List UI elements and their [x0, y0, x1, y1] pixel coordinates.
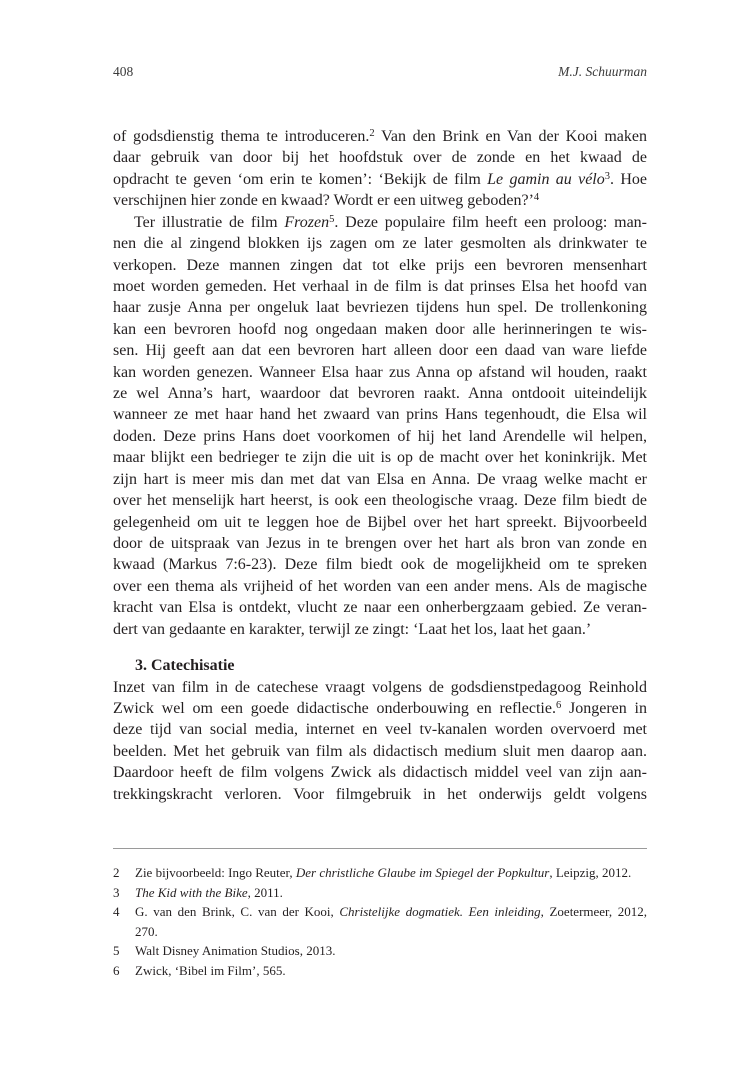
footnote-line — [135, 883, 647, 903]
footnote-line: 270. — [135, 923, 158, 939]
footnote-text — [135, 883, 647, 903]
footnote-ref: 6 — [555, 699, 562, 711]
film-title: Le gamin au vélo — [487, 170, 605, 188]
film-title: Frozen — [284, 213, 330, 231]
footnote-line: Walt Disney Animation Studios, 2013. — [135, 943, 336, 959]
body-line — [113, 212, 647, 233]
body-line: Daardoor heeft de film volgens Zwick als didactisch middel veel van zijn aan- — [113, 764, 647, 782]
text-segment: Jongeren in — [561, 699, 647, 717]
footnote-ref: 3 — [604, 170, 611, 182]
body-line: kan worden genezen. Wanneer Elsa haar zus Anna op afstand wil houden, raakt — [113, 363, 647, 381]
footnote-text — [135, 902, 647, 941]
footnote — [113, 902, 647, 941]
body-line: gelegenheid om uit te leggen hoe de Bijbel over het hart spreekt. Bijvoorbeeld — [113, 513, 647, 531]
body-line: doden. Deze prins Hans doet voorkomen of hij het land Arendelle wil helpen, — [113, 427, 647, 445]
book-title: Der christliche Glaube im Spiegel der Popkultur — [295, 865, 550, 880]
body-line: kan een bevroren hoofd nog ongedaan maken door alle herinneringen te wis- — [113, 320, 647, 338]
text-segment: of godsdienstig thema te introduceren. — [113, 128, 370, 145]
footnote-text — [135, 961, 647, 981]
body-line: kwaad (Markus 7:6-23). Deze film biedt ook de mogelijkheid om te spreken — [113, 556, 647, 574]
body-line: beelden. Met het gebruik van film als didactisch medium sluit men daarop aan. — [113, 742, 647, 760]
body-line: wanneer ze met haar hand het zwaard van prins Hans tegenhoudt, die Elsa wil — [113, 406, 647, 424]
footnote-number: 4 — [113, 904, 120, 920]
body-line: Inzet van film in de catechese vraagt volgens de godsdienstpedagoog Reinhold — [113, 678, 647, 696]
footnote-number: 2 — [113, 865, 120, 880]
body-line: maar blijkt een bedrieger te zijn die uit is op de macht over het koninkrijk. Met — [113, 449, 647, 467]
running-author: M.J. Schuurman — [558, 64, 647, 79]
text-segment: . Hoe — [610, 170, 648, 188]
footnote — [113, 941, 647, 961]
footnote-text — [135, 863, 647, 883]
body-line: kracht van Elsa is ontdekt, vlucht ze naar een onherbergzaam gebied. Ze veran- — [113, 599, 647, 617]
text-segment: , Leipzig, 2012. — [549, 865, 632, 880]
footnote-number: 5 — [113, 943, 120, 959]
body-line: deze tijd van social media, internet en veel tv-kanalen worden overvoerd met — [113, 721, 647, 739]
text-segment: opdracht te geven ‘om erin te komen’: ‘Bekijk de film — [113, 170, 488, 188]
footnote — [113, 883, 647, 903]
footnote-number: 6 — [113, 962, 120, 978]
body-line: trekkingskracht verloren. Voor filmgebruik in het onderwijs geldt volgens — [113, 785, 647, 803]
running-header — [113, 63, 647, 81]
footnote-separator — [113, 848, 647, 849]
text-segment: Van den Brink en Van der Kooi maken — [374, 128, 647, 145]
body-line: moet worden gemeden. Het verhaal in de film is dat prinses Elsa het hoofd van — [113, 277, 647, 295]
paragraph-1 — [113, 126, 647, 212]
footnotes — [113, 863, 647, 981]
body-line: nen die al zingend blokken ijs zagen om ze later gesmolten als drinkwater te — [113, 235, 647, 253]
footnote-ref: 2 — [369, 127, 375, 139]
footnote-line — [135, 902, 647, 922]
body-line: daar gebruik van door bij het hoofdstuk over de zonde en het kwaad de — [113, 149, 647, 167]
body-line: zijn hart is meer mis dan met dat van Elsa en Anna. De vraag welke macht er — [113, 470, 647, 488]
page-number: 408 — [113, 64, 134, 79]
text-segment: Zie bijvoorbeeld: Ingo Reuter, — [135, 865, 296, 880]
body-line: verkopen. Deze mannen zingen dat tot elke prijs een bevroren mensenhart — [113, 256, 647, 274]
body-line — [113, 190, 647, 211]
section-heading: 3. Catechisatie — [135, 657, 235, 675]
text-segment: verschijnen hier zonde en kwaad? Wordt er een uitweg geboden?’ — [113, 192, 534, 210]
body-line: dert van gedaante en karakter, terwijl ze zingt: ‘Laat het los, laat het gaan.’ — [113, 620, 592, 638]
body-line: ze wel Anna’s hart, waardoor dat bevroren raakt. Anna ontdooit uiteindelijk — [113, 385, 647, 403]
body-line: door de uitspraak van Jezus in te brengen over het hart als bron van zonde en — [113, 535, 647, 553]
body-line: sen. Hij geeft aan dat een bevroren hart alleen door een daad van ware liefde — [113, 342, 647, 360]
footnote-ref: 5 — [329, 213, 335, 225]
body-line: haar zusje Anna per ongeluk laat bevriezen tijdens hun spel. De trollenkoning — [113, 299, 647, 317]
text-segment: , Zoetermeer, 2012, — [540, 904, 647, 920]
paragraph-3 — [113, 677, 647, 806]
footnote-ref: 4 — [533, 192, 540, 204]
text-segment: . Deze populaire film heeft een proloog: man- — [334, 213, 648, 231]
footnote-text — [135, 941, 647, 961]
book-title: Christelijke dogmatiek. Een inleiding — [339, 904, 541, 920]
footnote-number: 3 — [113, 884, 120, 900]
body-line — [113, 126, 647, 147]
footnote-line — [135, 863, 647, 883]
body-line — [113, 698, 647, 719]
body-line: over het menselijk hart heerst, is ook een theologische vraag. Deze film biedt de — [113, 492, 647, 510]
body-text — [113, 126, 647, 805]
body-line: over een thema als vrijheid of het worden van een ander mens. Als de magische — [113, 577, 647, 595]
text-segment: Ter illustratie de film — [134, 213, 285, 231]
text-segment: , 2011. — [247, 884, 283, 900]
text-segment: Zwick wel om een goede didactische onderbouwing en reflectie. — [113, 699, 556, 717]
paragraph-2 — [113, 212, 647, 640]
footnote — [113, 863, 647, 883]
film-title: The Kid with the Bike — [135, 884, 248, 900]
footnote — [113, 961, 647, 981]
text-segment: G. van den Brink, C. van der Kooi, — [135, 904, 340, 920]
body-line — [113, 169, 647, 190]
footnote-line: Zwick, ‘Bibel im Film’, 565. — [135, 962, 286, 978]
